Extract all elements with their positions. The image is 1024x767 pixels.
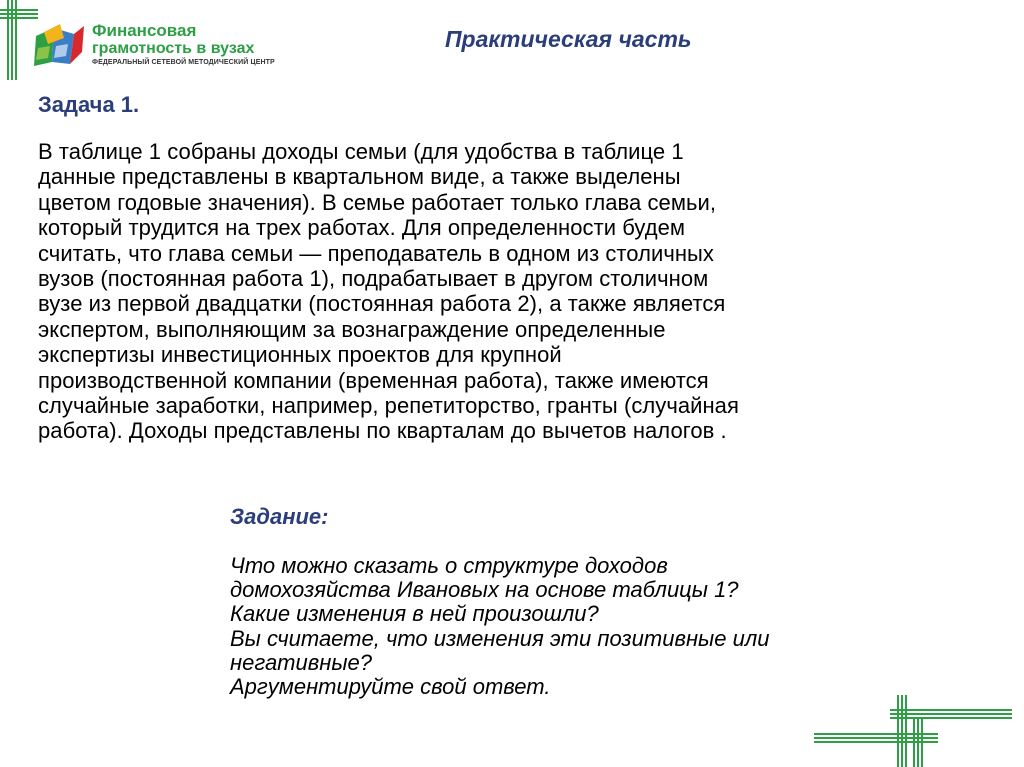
assignment-title: Задание: (230, 504, 329, 529)
logo-text (92, 22, 275, 68)
logo (30, 18, 290, 74)
assignment-questions: Что можно сказать о структуре доходов домохозяйства Ивановых на основе таблицы 1? Какие изменения в ней произошли? Вы считаете, что изменения эти позитивные или негативные? Аргументируйте свой ответ. (230, 553, 770, 700)
logo-emblem-icon (30, 22, 86, 70)
logo-tagline: ФЕДЕРАЛЬНЫЙ СЕТЕВОЙ МЕТОДИЧЕСКИЙ ЦЕНТР (92, 59, 275, 66)
task-description: В таблице 1 собраны доходы семьи (для удобства в таблице 1 данные представлены в квартальном виде, а также выделены цветом годовые значения). В семье работает только глава семьи, который трудится на трех работах. Для определенности будем считать, что глава семьи — преподаватель в одном из столичных вузов (постоянная работа 1), подрабатывает в другом столичном вузе из первой двадцатки (постоянная работа 2), а также является экспертом, выполняющим за вознаграждение определенные экспертизы инвестиционных проектов для крупной производственной компании (временная работа), также имеются случайные заработки, например, репетиторство, гранты (случайная работа). Доходы представлены по кварталам до вычетов налогов . (38, 139, 739, 444)
slide-title: Практическая часть (445, 26, 692, 52)
logo-subtitle: грамотность в вузах (92, 40, 255, 57)
logo-title: Финансовая (92, 21, 197, 40)
task-title: Задача 1. (38, 92, 140, 117)
